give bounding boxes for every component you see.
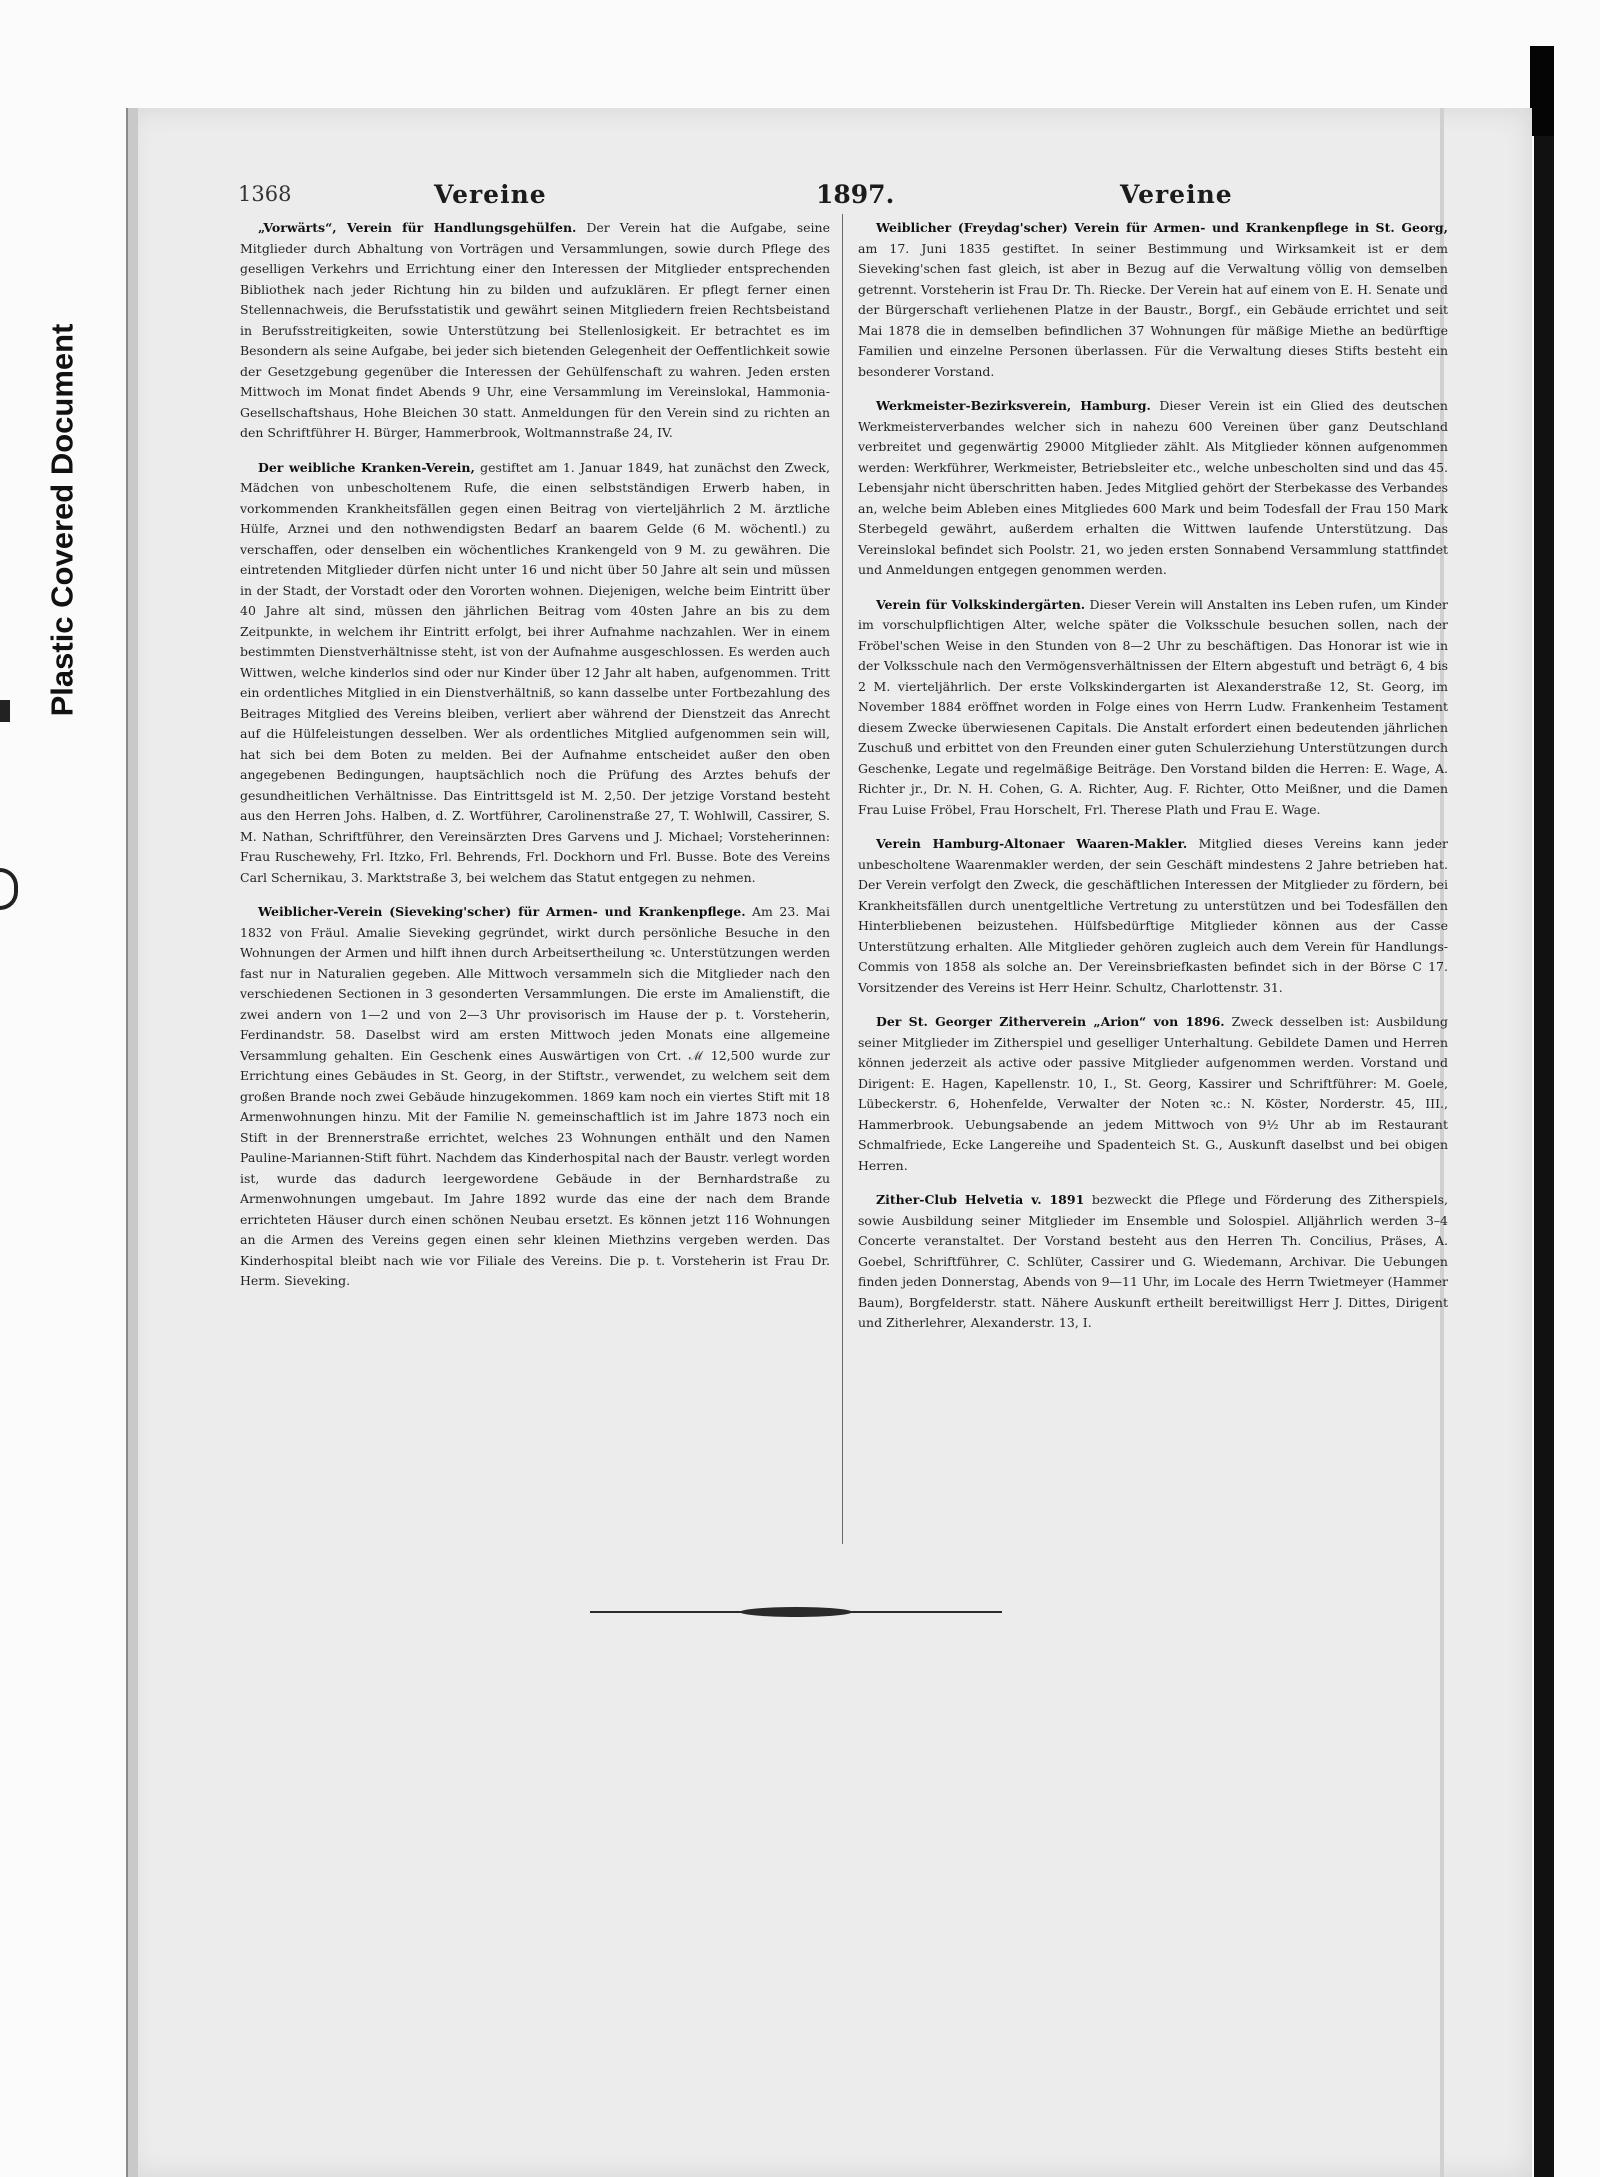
entry-text: Der Verein hat die Aufgabe, seine Mitglieder durch Abhaltung von Vorträgen und Versammlungen, sowie durch Pflege des geselligen Verkehrs und Errichtung einer den Interessen der Mitglieder entsprechenden Bibliothek nach jeder Richtung hin zu bilden und aufzuklären. Er pflegt ferner einen Stellennachweis, die Berufsstatistik und gewährt seinen Mitgliedern freien Rechtsbeistand in Berufsstreitigkeiten, sowie Unterstützung bei Stellenlosigkeit. Er betrachtet es im Besondern als seine Aufgabe, bei jeder sich bietenden Gelegenheit der Oeffentlichkeit sowie der Gesetzgebung gegenüber die Interessen der Gehülfenschaft zu wahren. Jeden ersten Mittwoch im Monat findet Abends 9 Uhr, eine Versammlung im Vereinslokal, Hammonia-Gesellschaftshaus, Hohe Bleichen 30 statt. Anmeldungen für den Verein sind zu richten an den Schriftführer H. Bürger, Hammerbrook, Woltmannstraße 24, IV. <box>240 220 830 440</box>
entry-title: Der weibliche Kranken-Verein, <box>258 459 475 475</box>
entry-title: Werkmeister-Bezirksverein, Hamburg. <box>876 398 1151 413</box>
entry-zitherverein-arion <box>858 1012 1448 1176</box>
column-divider <box>842 214 843 1544</box>
entry-title: Zither-Club Helvetia v. 1891 <box>876 1192 1085 1207</box>
right-column <box>858 218 1448 1334</box>
entry-zither-club-helvetia <box>858 1190 1448 1334</box>
side-label: Plastic Covered Document <box>44 323 80 717</box>
page-header <box>238 180 1478 216</box>
header-year: 1897. <box>816 180 895 209</box>
entry-volkskindergaerten <box>858 595 1448 821</box>
entry-title: Verein für Volkskindergärten. <box>876 596 1086 612</box>
entry-title: „Vorwärts“, Verein für Handlungsgehülfen. <box>258 220 577 235</box>
entry-text: Zweck desselben ist: Ausbildung seiner Mitglieder im Zitherspiel und geselliger Unterhaltung. Gebildete Damen und Herren können jederzeit als active oder passive Mitglieder aufgenommen werden. Vorstand und Dirigent: E. Hagen, Kapellenstr. 10, I., St. Georg, Kassirer und Schriftführer: M. Goele, Lübeckerstr. 6, Hohenfelde, Verwalter der Noten ꝛc.: N. Köster, Norderstr. 45, III., Hammerbrook. Uebungsabende an jedem Mittwoch von 9½ Uhr ab im Restaurant Schmalfriede, Ecke Langereihe und Spadenteich St. G., Auskunft daselbst und bei obigen Herren. <box>858 1014 1448 1173</box>
entry-title: Verein Hamburg-Altonaer Waaren-Makler. <box>876 836 1188 851</box>
page-number: 1368 <box>238 182 292 206</box>
entry-vorwaerts <box>240 218 830 444</box>
entry-text: am 17. Juni 1835 gestiftet. In seiner Bestimmung und Wirksamkeit ist er dem Sieveking'schen fast gleich, ist aber in Bezug auf die Verwaltung völlig von demselben getrennt. Vorsteherin ist Frau Dr. Th. Riecke. Der Verein hat auf einem von E. H. Senate und der Bürgerschaft verliehenen Platze in der Baustr., Borgf., ein Gebäude errichtet und seit Mai 1878 die in demselben befindlichen 37 Wohnungen für mäßige Miethe an bedürftige Familien und einzelne Personen überlassen. Für die Verwaltung dieses Stifts besteht ein besonderer Vorstand. <box>858 240 1448 379</box>
ornamental-rule <box>590 1606 1002 1618</box>
left-column <box>240 218 830 1292</box>
scanner-edge-bar <box>1534 46 1554 2177</box>
scanner-edge-bar-top <box>1530 46 1554 136</box>
entry-werkmeister-verein <box>858 396 1448 581</box>
entry-sieveking-verein <box>240 902 830 1292</box>
header-left-title: Vereine <box>434 180 547 209</box>
entry-title: Der St. Georger Zitherverein „Arion“ von 1896. <box>876 1014 1225 1029</box>
entry-text: Dieser Verein ist ein Glied des deutschen Werkmeisterverbandes welcher sich in nahezu 600 Vereinen über ganz Deutschland verbreitet und gegenwärtig 29000 Mitglieder zählt. Als Mitglieder können aufgenommen werden: Werkführer, Werkmeister, Betriebsleiter etc., welche unbescholten sind und das 45. Lebensjahr nicht überschritten haben. Jedes Mitglied gehört der Sterbekasse des Verbandes an, welche beim Ableben eines Mitgliedes 600 Mark und beim Todesfall der Frau 150 Mark Sterbegeld gewährt, außerdem erhalten die Wittwen laufende Unterstützung. Das Vereinslokal befindet sich Poolstr. 21, wo jeden ersten Sonnabend Versammlung stattfindet und Anmeldungen entgegen genommen werden. <box>858 398 1448 577</box>
entry-freydag-verein <box>858 218 1448 382</box>
edge-mark <box>0 700 10 722</box>
page-edge <box>128 108 138 2177</box>
entry-title: Weiblicher-Verein (Sieveking'scher) für Armen- und Krankenpflege. <box>258 904 746 919</box>
header-right-title: Vereine <box>1120 180 1233 209</box>
entry-text: gestiftet am 1. Januar 1849, hat zunächst den Zweck, Mädchen von unbescholtenem Rufe, die einen selbstständigen Erwerb haben, in vorkommenden Krankheitsfällen gegen einen Beitrag von vierteljährlich 2 M. ärztliche Hülfe, Arznei und den nothwendigsten Bedarf an baarem Gelde (6 M. wöchentl.) zu verschaffen, oder denselben ein wöchentliches Krankengeld von 9 M. zu gewähren. Die eintretenden Mitglieder dürfen nicht unter 16 und nicht über 50 Jahre alt sein und müssen in der Stadt, der Vorstadt oder den Vororten wohnen. Diejenigen, welche beim Eintritt über 40 Jahre alt sind, müssen den jährlichen Beitrag vom 40sten Jahre an bis zu dem Zeitpunkte, in welchem ihr Eintritt erfolgt, bei ihrer Aufnahme nachzahlen. Wer in einem bestimmten Dienstverhältnisse steht, ist von der Aufnahme ausgeschlossen. Es werden auch Wittwen, welche kinderlos sind oder nur Kinder über 12 Jahr alt haben, aufgenommen. Tritt ein ordentliches Mitglied in ein Dienstverhältniß, so kann dasselbe unter Fortbezahlung des Beitrages Mitglied des Vereins bleiben, verliert aber während der Dienstzeit das Anrecht auf die Hülfeleistungen desselben. Wer als ordentliches Mitglied aufgenommen sein will, hat sich bei dem Boten zu melden. Bei der Aufnahme entscheidet außer den oben angegebenen Bedingungen, hauptsächlich noch die Prüfung des Arztes behufs der gesundheitlichen Verhältnisse. Das Eintrittsgeld ist M. 2,50. Der jetzige Vorstand besteht aus den Herren Johs. Halben, d. Z. Wortführer, Carolinenstraße 27, T. Wohlwill, Cassirer, S. M. Nathan, Schriftführer, den Vereinsärzten Dres Garvens und J. Michael; Vorsteherinnen: Frau Ruschewehy, Frl. Itzko, Frl. Behrends, Frl. Dockhorn und Frl. Busse. Bote des Vereins Carl Schernikau, 3. Marktstraße 3, bei welchem das Statut entgegen zu nehmen. <box>240 459 830 885</box>
entry-text: bezweckt die Pflege und Förderung des Zitherspiels, sowie Ausbildung seiner Mitglieder im Ensemble und Solospiel. Alljährlich werden 3–4 Concerte veranstaltet. Der Vorstand besteht aus den Herren Th. Concilius, Präses, A. Goebel, Schriftführer, C. Schlüter, Cassirer und G. Wiedemann, Archivar. Die Uebungen finden jeden Donnerstag, Abends von 9—11 Uhr, im Locale des Herrn Twietmeyer (Hammer Baum), Borgfelderstr. statt. Nähere Auskunft ertheilt bereitwilligst Herr J. Dittes, Dirigent und Zitherlehrer, Alexanderstr. 13, I. <box>858 1192 1448 1330</box>
entry-text: Am 23. Mai 1832 von Fräul. Amalie Sieveking gegründet, wirkt durch persönliche Besuche in den Wohnungen der Armen und hilft ihnen durch Arbeitsertheilung ꝛc. Unterstützungen werden fast nur in Naturalien gegeben. Alle Mittwoch versammeln sich die Mitglieder nach den verschiedenen Sectionen in 3 gesonderten Versammlungen. Die erste im Amalienstift, die zwei andern von 1—2 und von 2—3 Uhr provisorisch im Hause der p. t. Vorsteherin, Ferdinandstr. 58. Daselbst wird am ersten Mittwoch jeden Monats eine allgemeine Versammlung gehalten. Ein Geschenk eines Auswärtigen von Crt. ℳ 12,500 wurde zur Errichtung eines Gebäudes in St. Georg, in der Stiftstr., verwendet, zu welchem seit dem großen Brande noch zwei Gebäude hinzugekommen. 1869 kam noch ein viertes Stift mit 18 Armenwohnungen hinzu. Mit der Familie N. gemeinschaftlich ist im Jahre 1873 noch ein Stift in der Brennerstraße errichtet, welches 23 Wohnungen enthält und den Namen Pauline-Mariannen-Stift führt. Nachdem das Kinderhospital nach der Baustr. verlegt worden ist, wurde das dadurch leergewordene Gebäude in der Bernhardstraße zu Armenwohnungen umgebaut. Im Jahre 1892 wurde das eine der nach dem Brande errichteten Häuser durch einen schönen Neubau ersetzt. Es können jetzt 116 Wohnungen an die Armen des Vereins gegen einen sehr kleinen Miethzins vergeben werden. Das Kinderhospital bleibt nach wie vor Filiale des Vereins. Die p. t. Vorsteherin ist Frau Dr. Herm. Sieveking. <box>240 904 830 1288</box>
entry-weiblicher-kranken-verein <box>240 458 830 889</box>
rule-ornament <box>740 1607 852 1617</box>
entry-title: Weiblicher (Freydag'scher) Verein für Armen- und Krankenpflege in St. Georg, <box>876 220 1448 235</box>
entry-waaren-makler <box>858 834 1448 998</box>
entry-text: Dieser Verein will Anstalten ins Leben rufen, um Kinder im vorschulpflichtigen Alter, welche später die Volksschule besuchen sollen, nach der Fröbel'schen Weise in den Stunden von 8—2 Uhr zu beschäftigen. Das Honorar ist wie in der Volksschule nach den Vermögensverhältnissen der Eltern abgestuft und beträgt 6, 4 bis 2 M. vierteljährlich. Der erste Volkskindergarten ist Alexanderstraße 12, St. Georg, im November 1884 eröffnet worden in Folge eines von Herrn Ludw. Frankenheim Testament diesem Zwecke überwiesenen Capitals. Die Anstalt erfordert einen bedeutenden jährlichen Zuschuß und erbittet von den Freunden einer guten Schulerziehung Unterstützungen durch Geschenke, Legate und regelmäßige Beiträge. Den Vorstand bilden die Herren: E. Wage, A. Richter jr., Dr. N. H. Cohen, G. A. Richter, Aug. F. Richter, Otto Meißner, und die Damen Frau Luise Fröbel, Frau Horschelt, Frl. Therese Plath und Frau E. Wage. <box>858 596 1448 817</box>
entry-text: Mitglied dieses Vereins kann jeder unbescholtene Waarenmakler werden, der sein Geschäft mindestens 2 Jahre betrieben hat. Der Verein verfolgt den Zweck, die geschäftlichen Interessen der Mitglieder zu fördern, bei Krankheitsfällen durch unentgeltliche Vertretung zu unterstützen und bei Todesfällen den Hinterbliebenen beizustehen. Hülfsbedürftige Mitglieder können aus der Casse Unterstützung erhalten. Alle Mitglieder gehören zugleich auch dem Verein für Handlungs-Commis von 1858 als solche an. Der Vereinsbriefkasten befindet sich in der Börse C 17. Vorsitzender des Vereins ist Herr Heinr. Schultz, Charlottenstr. 31. <box>858 836 1449 995</box>
